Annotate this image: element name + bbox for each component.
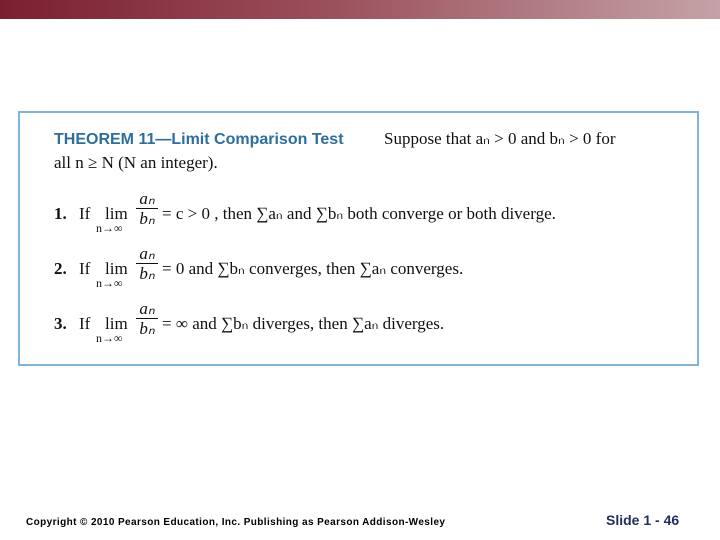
limit-subscript: n→∞ <box>96 331 123 345</box>
fraction <box>136 245 158 282</box>
fraction-denominator: bₙ <box>139 264 155 283</box>
title-bar-gradient <box>0 0 720 19</box>
fraction-numerator: aₙ <box>139 299 155 318</box>
limit-operator: lim <box>105 259 128 278</box>
theorem-intro-line1: Suppose that aₙ > 0 and bₙ > 0 for <box>384 129 616 148</box>
limit-operator: lim <box>105 314 128 333</box>
fraction-denominator: bₙ <box>139 209 155 228</box>
limit-operator: lim <box>105 204 128 223</box>
item-if: If <box>79 314 91 333</box>
fraction-numerator: aₙ <box>139 244 155 263</box>
slide-number: Slide 1 - 46 <box>606 512 680 528</box>
limit-subscript: n→∞ <box>96 221 123 235</box>
item-statement: = ∞ and ∑bₙ diverges, then ∑aₙ diverges. <box>162 314 445 333</box>
fraction-numerator: aₙ <box>139 189 155 208</box>
fraction <box>136 190 158 227</box>
theorem-intro-line2: all n ≥ N (N an integer). <box>54 153 218 172</box>
copyright-notice: Copyright © 2010 Pearson Education, Inc. Publishing as Pearson Addison-Wesley <box>26 517 446 528</box>
item-number: 1. <box>54 204 67 223</box>
item-statement: = 0 and ∑bₙ converges, then ∑aₙ converges. <box>162 259 464 278</box>
item-number: 3. <box>54 314 67 333</box>
fraction <box>136 300 158 337</box>
item-number: 2. <box>54 259 67 278</box>
item-statement: = c > 0 , then ∑aₙ and ∑bₙ both converge or both diverge. <box>162 204 556 223</box>
item-if: If <box>79 204 91 223</box>
limit-subscript: n→∞ <box>96 276 123 290</box>
item-if: If <box>79 259 91 278</box>
fraction-denominator: bₙ <box>139 319 155 338</box>
theorem-heading: THEOREM 11—Limit Comparison Test <box>54 131 344 148</box>
